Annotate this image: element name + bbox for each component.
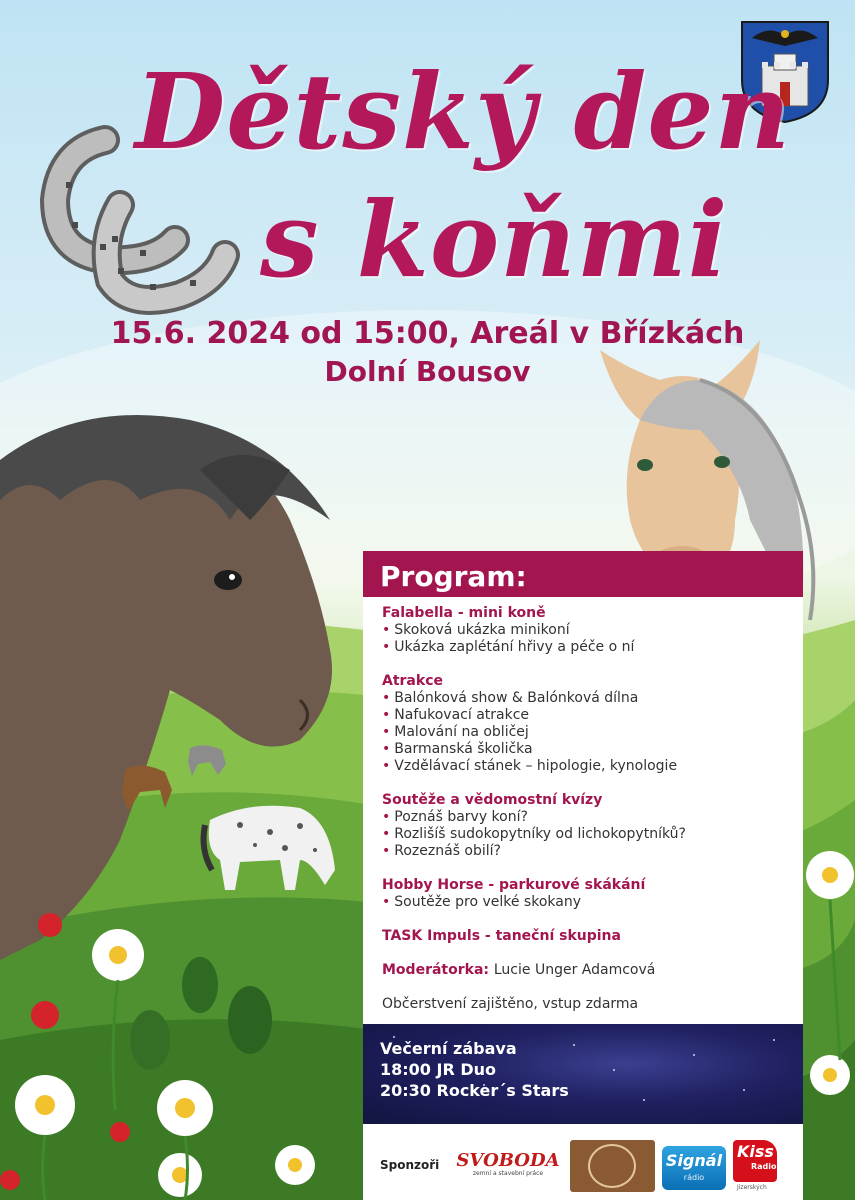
bullet-icon: • bbox=[382, 690, 391, 706]
bullet-icon: • bbox=[382, 639, 391, 655]
moderator-label: Moderátorka: bbox=[382, 962, 489, 978]
evening-title: Večerní zábava bbox=[380, 1039, 517, 1058]
sponsor-logo-signal: Signál rádio bbox=[662, 1146, 726, 1190]
title-line-2: s koňmi bbox=[260, 178, 729, 301]
bullet-icon: • bbox=[382, 622, 391, 638]
event-town: Dolní Bousov bbox=[324, 355, 531, 388]
evening-program bbox=[380, 1038, 569, 1101]
moderator-name: Lucie Unger Adamcová bbox=[493, 962, 656, 978]
list-item: • Balónková show & Balónková dílna bbox=[382, 690, 639, 706]
bullet-icon: • bbox=[382, 894, 391, 910]
list-item: • Barmanská školička bbox=[382, 741, 533, 757]
list-item: • Skoková ukázka minikoní bbox=[382, 622, 570, 638]
bullet-icon: • bbox=[382, 758, 391, 774]
title-line-1: Dětský den bbox=[135, 50, 792, 173]
program-list bbox=[382, 605, 797, 1013]
bullet-icon: • bbox=[382, 843, 391, 859]
sponsor-logo-svoboda: SVOBODA zemní a stavební práce bbox=[456, 1150, 560, 1177]
list-item: • Vzdělávací stánek – hipologie, kynologie bbox=[382, 758, 678, 774]
list-item: • Rozeznáš obilí? bbox=[382, 843, 501, 859]
list-item: • Poznáš barvy koní? bbox=[382, 809, 528, 825]
program-heading: Program: bbox=[380, 560, 527, 593]
program-moderator bbox=[382, 962, 797, 979]
program-task bbox=[382, 928, 797, 945]
bullet-icon: • bbox=[382, 809, 391, 825]
event-date-place: 15.6. 2024 od 15:00, Areál v Břízkách bbox=[110, 316, 745, 351]
evening-item-1: 18:00 JR Duo bbox=[380, 1060, 497, 1079]
evening-item-2: 20:30 Rocker´s Stars bbox=[380, 1081, 569, 1100]
list-item: • Malování na obličej bbox=[382, 724, 529, 740]
sponsor-logo-restaurant bbox=[570, 1140, 655, 1192]
program-section-hobby-horse bbox=[382, 877, 797, 911]
section-title: Hobby Horse - parkurové skákání bbox=[382, 877, 646, 893]
sponsor-logo-kiss: Kiss Radio Jizerských bbox=[733, 1140, 793, 1194]
bullet-icon: • bbox=[382, 826, 391, 842]
program-section-atrakce bbox=[382, 673, 797, 775]
bullet-icon: • bbox=[382, 741, 391, 757]
list-item: • Rozlišíš sudokopytníky od lichokopytníků? bbox=[382, 826, 686, 842]
list-item: • Ukázka zaplétání hřivy a péče o ní bbox=[382, 639, 635, 655]
program-section-souteze bbox=[382, 792, 797, 860]
logo-ring-icon bbox=[588, 1144, 636, 1188]
list-item: • Nafukovací atrakce bbox=[382, 707, 530, 723]
program-section-falabella bbox=[382, 605, 797, 656]
section-title: Falabella - mini koně bbox=[382, 605, 546, 621]
bullet-icon: • bbox=[382, 707, 391, 723]
section-title: Soutěže a vědomostní kvízy bbox=[382, 792, 603, 808]
sponsors-label: Sponzoři bbox=[380, 1158, 440, 1172]
refreshments-note: Občerstvení zajištěno, vstup zdarma bbox=[382, 996, 639, 1012]
task-title: TASK Impuls - taneční skupina bbox=[382, 928, 621, 944]
section-title: Atrakce bbox=[382, 673, 443, 689]
bullet-icon: • bbox=[382, 724, 391, 740]
list-item: • Soutěže pro velké skokany bbox=[382, 894, 581, 910]
